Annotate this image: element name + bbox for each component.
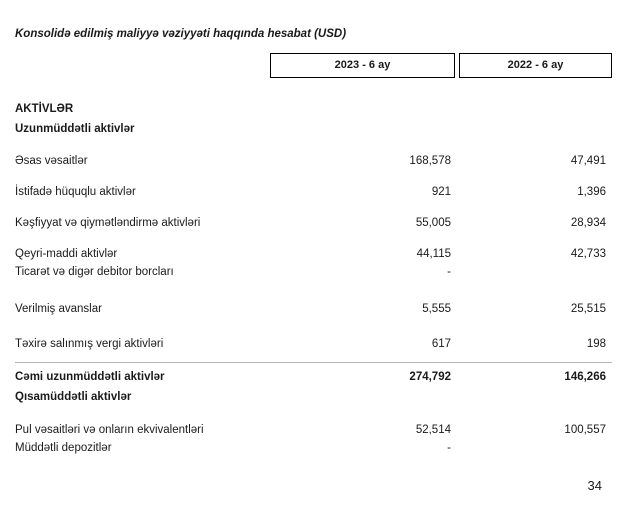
- table-row-intangible-assets: [15, 245, 612, 263]
- page-number: 34: [587, 478, 602, 493]
- row-label: Pul vəsaitləri və onların ekvivalentləri: [15, 424, 204, 436]
- row-label: Qeyri-maddi aktivlər: [15, 248, 118, 260]
- subsection-heading-short-term-assets: [15, 388, 612, 406]
- table-row-trade-receivables: [15, 263, 612, 281]
- value-2023: -: [447, 266, 451, 278]
- report-title: Konsolidə edilmiş maliyyə vəziyyəti haqqında hesabat (USD): [15, 28, 347, 40]
- value-2023: 168,578: [409, 155, 451, 167]
- value-2023: 55,005: [415, 217, 451, 229]
- value-2022: 47,491: [570, 155, 606, 167]
- row-label: AKTİVLƏR: [15, 103, 74, 115]
- table-row-fixed-assets: [15, 152, 612, 170]
- value-2022: 198: [586, 338, 606, 350]
- value-2022: 146,266: [564, 371, 606, 383]
- total-row-long-term-assets: [15, 362, 612, 386]
- value-2023: 44,115: [416, 248, 451, 260]
- value-2023: 921: [431, 186, 451, 198]
- row-label: Verilmiş avanslar: [15, 303, 102, 315]
- value-2023: 52,514: [415, 424, 451, 436]
- value-2023: 5,555: [422, 303, 451, 315]
- value-2022: 25,515: [570, 303, 606, 315]
- value-2023: 617: [431, 338, 451, 350]
- column-header-2023: 2023 - 6 ay: [270, 53, 455, 78]
- row-label: Təxirə salınmış vergi aktivləri: [15, 338, 164, 350]
- table-row-cash-and-equivalents: [15, 421, 612, 439]
- row-label: Ticarət və digər debitor borcları: [15, 266, 174, 278]
- table-row-advances-given: [15, 300, 612, 318]
- table-row-right-of-use-assets: [15, 183, 612, 201]
- value-2022: 100,557: [564, 424, 606, 436]
- row-label: Uzunmüddətli aktivlər: [15, 123, 135, 135]
- table-row-deferred-tax-assets: [15, 335, 612, 353]
- value-2022: 28,934: [570, 217, 606, 229]
- column-header-row: [15, 53, 612, 78]
- row-label: Kəşfiyyat və qiymətləndirmə aktivləri: [15, 217, 201, 229]
- row-label: Cəmi uzunmüddətli aktivlər: [15, 371, 165, 383]
- table-row-exploration-assets: [15, 214, 612, 232]
- value-2023: 274,792: [409, 371, 451, 383]
- subsection-heading-long-term-assets: [15, 120, 612, 138]
- table-row-term-deposits: [15, 439, 612, 457]
- value-2022: 1,396: [577, 186, 606, 198]
- row-label: Əsas vəsaitlər: [15, 155, 88, 167]
- row-label: İstifadə hüquqlu aktivlər: [15, 186, 136, 198]
- value-2023: -: [447, 442, 451, 454]
- row-label: Müddətli depozitlər: [15, 442, 112, 454]
- value-2022: 42,733: [570, 248, 606, 260]
- row-label: Qısamüddətli aktivlər: [15, 391, 132, 403]
- column-header-2022: 2022 - 6 ay: [459, 53, 612, 78]
- section-heading-aktivler: [15, 100, 612, 118]
